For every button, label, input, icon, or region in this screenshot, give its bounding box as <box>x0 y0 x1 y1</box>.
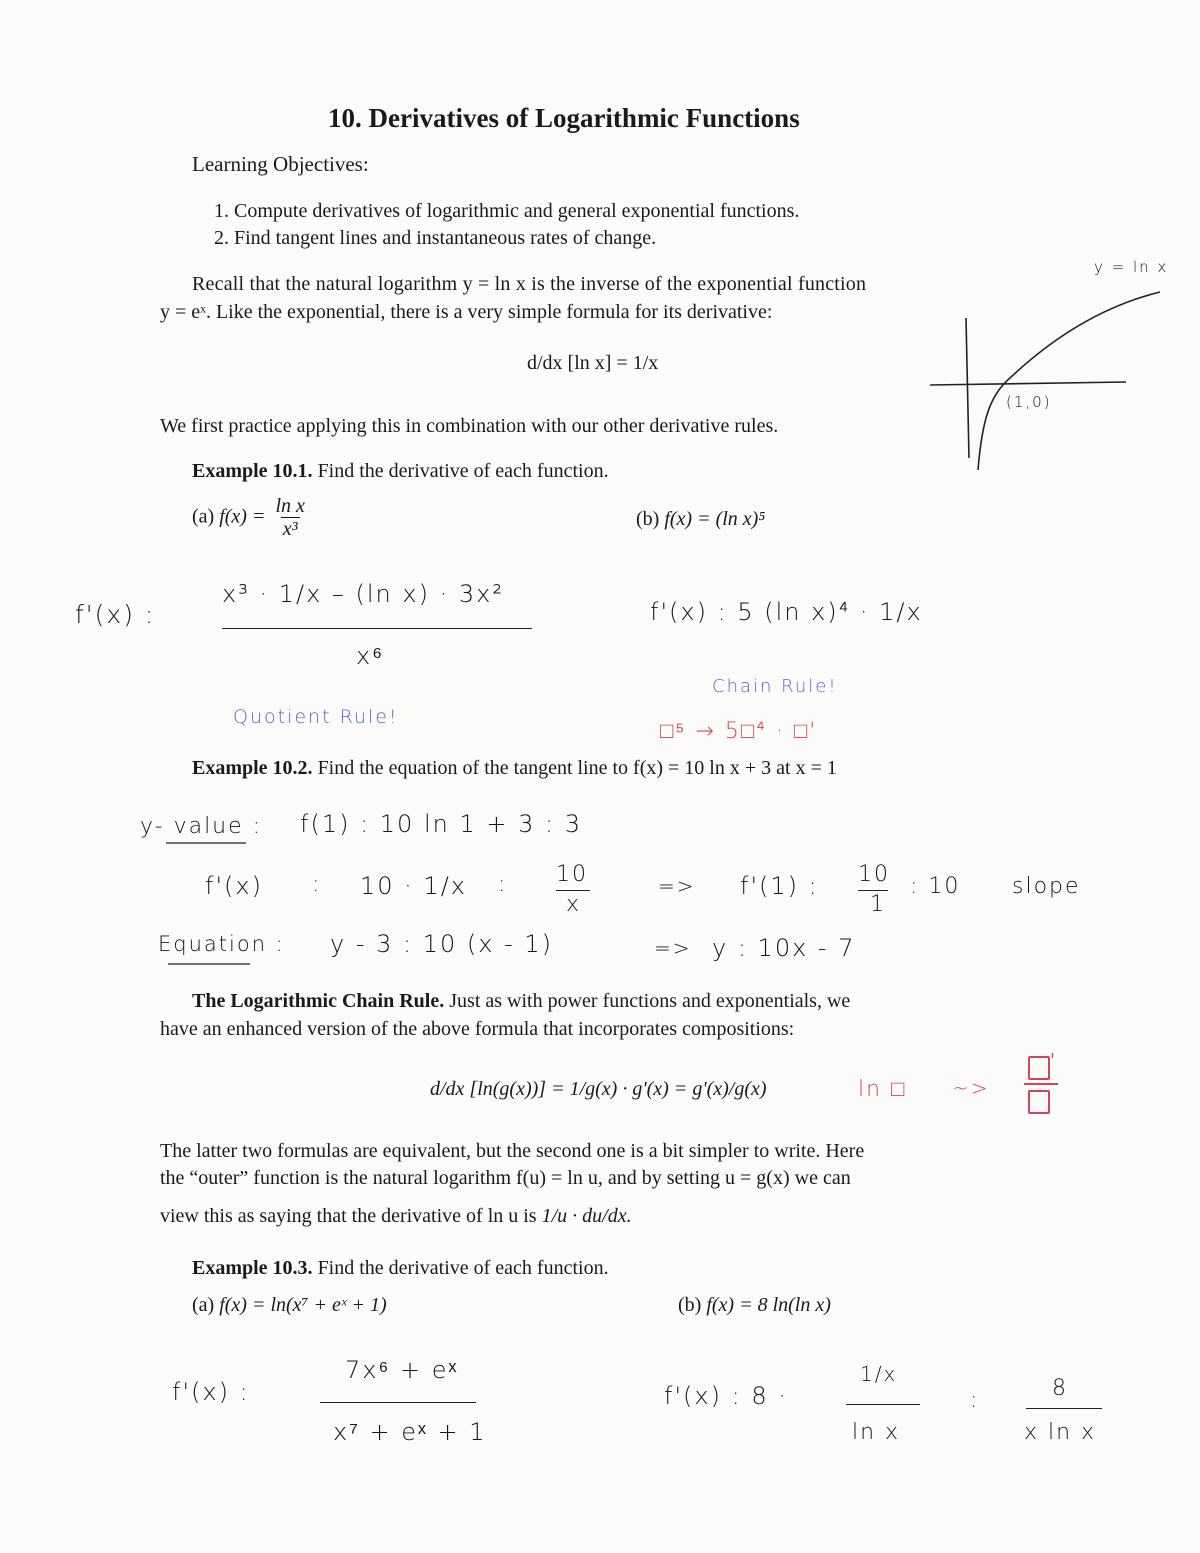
function-definition: f(x) = ln(x⁷ + eˣ + 1) <box>219 1294 387 1316</box>
ln-graph-sketch <box>930 292 1160 470</box>
handwritten-numerator: 1/x <box>860 1362 898 1386</box>
result-numerator: 8 <box>1052 1376 1068 1401</box>
equation-label: Equation : <box>158 932 285 956</box>
quotient-rule-note: Quotient Rule! <box>233 706 399 728</box>
box-numerator <box>1028 1056 1050 1080</box>
handwritten-denominator: x⁷ + eˣ + 1 <box>333 1418 487 1446</box>
chain-rule-note: Chain Rule! <box>712 676 838 697</box>
equation-work: y - 3 : 10 (x - 1) <box>330 930 554 958</box>
handwritten-fraction-bar <box>846 1404 920 1405</box>
derivative-at-1: f'(1) : <box>740 872 819 900</box>
example-10-3-heading <box>192 1257 609 1280</box>
implies-arrow: => <box>658 874 696 898</box>
handwritten-numerator: 7x⁶ + eˣ <box>345 1356 459 1384</box>
fraction-bar <box>858 890 888 891</box>
part-label: (b) <box>678 1294 702 1316</box>
formula-middle: 1/g(x) · g'(x) = <box>569 1078 688 1100</box>
chain-rule-note-ln: ln □ <box>858 1077 907 1102</box>
handwritten-lhs: f'(x) : <box>75 600 156 629</box>
tangent-line-equation: y : 10x - 7 <box>712 934 856 962</box>
handwritten-denominator: ln x <box>852 1420 901 1445</box>
slope-value: : 10 <box>910 874 961 899</box>
formula-left: d/dx [ln(g(x))] = <box>430 1078 565 1100</box>
log-chain-rule-formula <box>430 1078 767 1101</box>
fraction-numerator: 10 <box>858 862 890 887</box>
graph-x-axis <box>930 382 1126 385</box>
example-label: Example 10.3. <box>192 1257 313 1279</box>
example-10-3a <box>192 1294 387 1317</box>
formula-right: g'(x)/g(x) <box>692 1078 767 1100</box>
result-denominator: x ln x <box>1024 1420 1097 1445</box>
equals-sign: : <box>312 872 322 897</box>
explain-text: view this as saying that the derivative of ln u is <box>160 1205 537 1227</box>
derivative-lhs: f'(x) <box>205 872 263 900</box>
handwritten-fraction-bar <box>222 628 532 629</box>
box-fraction-note <box>1022 1050 1062 1120</box>
ln-curve <box>978 292 1160 470</box>
example-prompt: Find the equation of the tangent line to f(x) = 10 ln x + 3 at x = 1 <box>317 757 837 779</box>
fraction-numerator: 10 <box>556 862 588 887</box>
example-10-1-heading <box>192 460 609 483</box>
chain-rule-note-arrow: ~> <box>952 1076 990 1100</box>
chain-rule-paragraph <box>192 990 850 1013</box>
fraction-bar <box>556 890 590 891</box>
chain-rule-pattern: □⁵ → 5□⁴ · □' <box>660 719 818 744</box>
function-lhs: f(x) = <box>219 505 266 528</box>
explain-text-last <box>160 1205 632 1228</box>
chain-rule-text: have an enhanced version of the above formula that incorporates compositions: <box>160 1018 795 1040</box>
function-definition: f(x) = 8 ln(ln x) <box>706 1294 831 1316</box>
handwritten-numerator: x³ · 1/x – (ln x) · 3x² <box>222 580 504 608</box>
example-10-1a <box>192 496 310 540</box>
example-prompt: Find the derivative of each function. <box>317 1257 609 1279</box>
example-10-1b <box>636 508 765 531</box>
part-label: (a) <box>192 505 215 528</box>
objectives-heading: Learning Objectives: <box>192 152 369 176</box>
intro-line: y = eˣ. Like the exponential, there is a very simple formula for its derivative: <box>160 301 773 323</box>
derivative-middle: 10 · 1/x <box>360 872 467 900</box>
box-denominator <box>1028 1090 1050 1114</box>
example-10-2-heading <box>192 757 837 780</box>
practice-text: We first practice applying this in combination with our other derivative rules. <box>160 415 779 437</box>
graph-point-label: (1,0) <box>1006 393 1052 411</box>
handwritten-fraction-bar <box>320 1402 476 1403</box>
box-fraction-bar <box>1024 1083 1058 1085</box>
example-label: Example 10.1. <box>192 460 313 482</box>
explain-text: the “outer” function is the natural logarithm f(u) = ln u, and by setting u = g(x) we can <box>160 1167 851 1189</box>
equals-sign: : <box>498 872 508 897</box>
intro-line: Recall that the natural logarithm y = ln x is the inverse of the exponential function <box>192 273 867 295</box>
chain-rule-heading: The Logarithmic Chain Rule. <box>192 990 445 1012</box>
function-fraction <box>273 496 306 540</box>
handwritten-lhs: f'(x) : 8 · <box>664 1382 788 1410</box>
explain-fraction: 1/u · du/dx. <box>541 1205 632 1227</box>
graph-y-axis <box>966 318 969 458</box>
yvalue-label: y- value : <box>140 814 263 839</box>
function-definition: f(x) = (ln x)⁵ <box>664 508 766 530</box>
handwritten-denominator: x⁶ <box>356 642 385 670</box>
equals-sign: : <box>970 1388 980 1413</box>
handwritten-solution: f'(x) : 5 (ln x)⁴ · 1/x <box>650 598 923 626</box>
objective-item: 2. Find tangent lines and instantaneous rates of change. <box>214 227 657 249</box>
slope-label: slope <box>1012 874 1081 899</box>
explain-text: The latter two formulas are equivalent, but the second one is a bit simpler to write. Here <box>160 1140 865 1162</box>
part-label: (a) <box>192 1294 215 1316</box>
prime-mark: ' <box>1050 1050 1055 1071</box>
example-prompt: Find the derivative of each function. <box>317 460 609 482</box>
yvalue-work: f(1) : 10 ln 1 + 3 : 3 <box>300 810 582 838</box>
fraction-denominator: x³ <box>282 518 298 540</box>
formula-right: 1/x <box>632 352 659 374</box>
result-fraction-bar <box>1026 1408 1102 1409</box>
formula-left: d/dx [ln x] = <box>527 352 628 374</box>
chain-rule-text: Just as with power functions and exponentials, we <box>449 990 851 1012</box>
objective-item: 1. Compute derivatives of logarithmic and general exponential functions. <box>214 200 800 222</box>
example-label: Example 10.2. <box>192 757 313 779</box>
fraction-denominator: x <box>566 892 582 917</box>
fraction-numerator: ln x <box>275 495 305 517</box>
example-10-3b <box>678 1294 831 1317</box>
fraction-denominator: 1 <box>870 892 886 917</box>
graph-label: y = ln x <box>1094 258 1169 276</box>
page-title: 10. Derivatives of Logarithmic Functions <box>328 103 800 133</box>
part-label: (b) <box>636 508 660 530</box>
handwritten-lhs: f'(x) : <box>172 1378 250 1406</box>
implies-arrow: => <box>654 936 692 960</box>
